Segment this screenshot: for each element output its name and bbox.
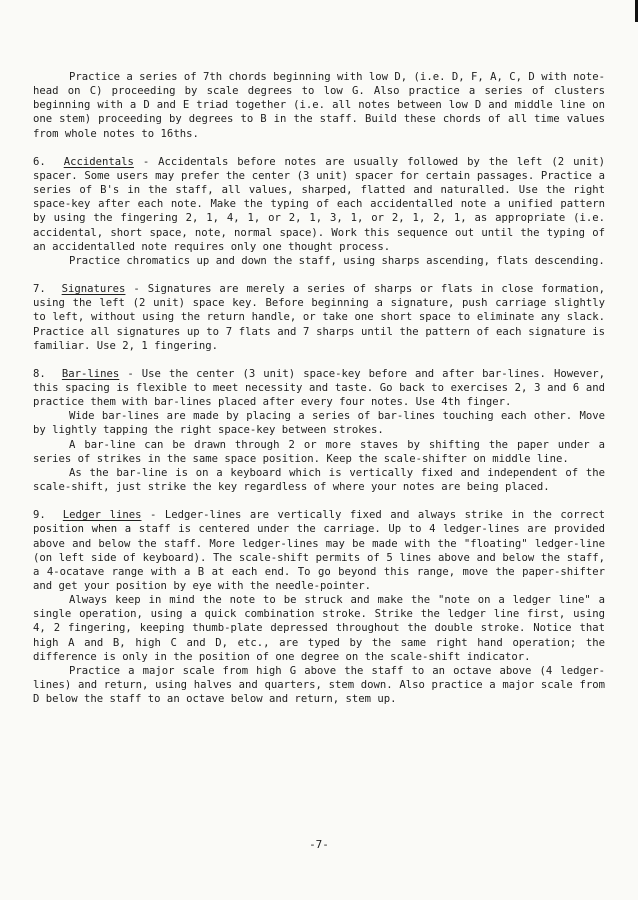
section-heading-ledger-lines: Ledger lines [62, 509, 142, 522]
section-heading-accidentals: Accidentals [63, 155, 134, 168]
accidentals-text: - Accidentals before notes are usually followed by the left (2 unit) spacer. Some users may prefer the center (3 unit) spacer for certain passages. Practice a series of B's in the staff, all values, sharped, flatted and naturalled. Use the right space-key after each note. Make the typing of each accidentalled note a unified pattern by using the fingering 2, 1, 4, 1, or 2, 1, 3, 1, or 2, 1, 2, 1, as appropriate (i.e. accidental, short space, note, normal space). Work this sequence out until the typing of an accidentalled note requires only one thought process. [33, 155, 605, 253]
document-body [33, 70, 605, 706]
section-bar-lines [33, 367, 605, 494]
ledger-lines-paragraph-1 [33, 508, 605, 593]
accidentals-paragraph-1 [33, 155, 605, 254]
ledger-lines-paragraph-2: Always keep in mind the note to be struck and make the "note on a ledger line" a single operation, using a quick combination stroke. Strike the ledger line first, using 4, 2 fingering, keeping thumb-plate depressed throughout the double stroke. Notice that high A and B, high C and D, etc., are typed by the same right hand operation; the difference is only in the position of one degree on the scale-shift indicator. [33, 594, 605, 663]
section-number: 6. [33, 155, 46, 168]
intro-paragraph: Practice a series of 7th chords beginning with low D, (i.e. D, F, A, C, D with note-head on C) proceeding by scale degrees to low G. Also practice a series of clusters beginning with a D and E triad together (i.e. all notes between low D and middle line on one stem) proceeding by degrees to B in the staff. Build these chords of all time values from whole notes to 16ths. [33, 71, 605, 140]
ledger-lines-paragraph-3: Practice a major scale from high G above the staff to an octave above (4 ledger-lines) and return, using halves and quarters, stem down. Also practice a major scale from D below the staff to an octave below and return, stem up. [33, 664, 605, 706]
bar-lines-text: - Use the center (3 unit) space-key before and after bar-lines. However, this spacing is flexible to meet necessity and taste. Go back to exercises 2, 3 and 6 and practice them with bar-lines placed after every four notes. Use 4th finger. [33, 367, 605, 409]
ledger-lines-text: - Ledger-lines are vertically fixed and always strike in the correct position when a staff is centered under the carriage. Up to 4 ledger-lines are provided above and below the staff. More ledger-lines may be made with the "floating" ledger-line (on left side of keyboard). The scale-shift permits of 5 lines above and below the staff, a 4-ocatave range with a B at each end. To go beyond this range, move the paper-shifter and get your position by eye with the needle-pointer. [33, 509, 605, 592]
section-accidentals [33, 155, 605, 268]
signatures-paragraph-1 [33, 282, 605, 353]
section-number: 7. [33, 283, 46, 296]
section-ledger-lines [33, 508, 605, 706]
section-number: 9. [33, 509, 46, 522]
bar-lines-paragraph-1 [33, 367, 605, 409]
section-signatures [33, 282, 605, 353]
accidentals-paragraph-2: Practice chromatics up and down the staff, using sharps ascending, flats descending. [69, 254, 605, 267]
section-heading-signatures: Signatures [61, 283, 126, 296]
bar-lines-paragraph-4: As the bar-line is on a keyboard which is vertically fixed and independent of the scale-shift, just strike the key regardless of where your notes are being placed. [33, 466, 605, 494]
bar-lines-paragraph-2: Wide bar-lines are made by placing a series of bar-lines touching each other. Move by lightly tapping the right space-key between strokes. [33, 410, 605, 437]
bar-lines-paragraph-3: A bar-line can be drawn through 2 or more staves by shifting the paper under a series of strikes in the same space position. Keep the scale-shifter on middle line. [33, 438, 605, 465]
section-number: 8. [33, 367, 46, 380]
page-number: -7- [309, 838, 329, 851]
signatures-text: - Signatures are merely a series of sharps or flats in close formation, using the left (2 unit) space key. Before beginning a signature, push carriage slightly to left, without using the return handle, or take one short space to eliminate any slack. Practice all signatures up to 7 flats and 7 sharps until the pattern of each signature is familiar. Use 2, 1 fingering. [33, 283, 605, 352]
section-heading-bar-lines: Bar-lines [61, 367, 120, 380]
